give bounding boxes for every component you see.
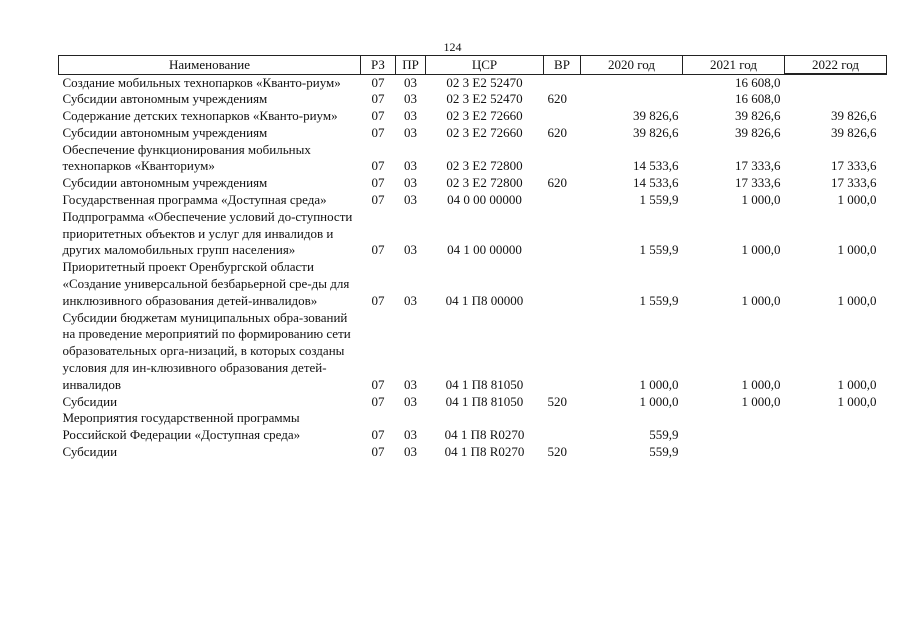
row-2020: 1 000,0 bbox=[639, 393, 679, 409]
row-2022: 1 000,0 bbox=[837, 292, 877, 308]
budget-table bbox=[58, 55, 887, 461]
table-row bbox=[59, 259, 887, 309]
row-2021: 17 333,6 bbox=[735, 158, 781, 174]
table-row bbox=[59, 175, 887, 192]
row-name: Субсидии автономным учреждениям bbox=[62, 175, 268, 191]
row-csr: 02 3 Е2 72660 bbox=[446, 108, 523, 124]
row-pr: 03 bbox=[404, 158, 417, 174]
table-row bbox=[59, 394, 887, 411]
row-pr: 03 bbox=[404, 376, 417, 392]
row-2022: 17 333,6 bbox=[831, 175, 877, 191]
row-2020: 1 559,9 bbox=[639, 292, 679, 308]
row-2021: 1 000,0 bbox=[741, 242, 781, 258]
row-2022 bbox=[785, 74, 887, 91]
row-vr bbox=[544, 410, 581, 444]
row-vr bbox=[544, 259, 581, 309]
row-vr: 620 bbox=[547, 124, 567, 140]
row-vr: 620 bbox=[547, 175, 567, 191]
row-pr: 03 bbox=[404, 108, 417, 124]
row-2022: 1 000,0 bbox=[837, 376, 877, 392]
row-2021: 39 826,6 bbox=[735, 124, 781, 140]
header-2020: 2020 год bbox=[581, 56, 683, 75]
row-2022: 17 333,6 bbox=[831, 158, 877, 174]
row-csr: 02 3 Е2 72660 bbox=[446, 124, 523, 140]
row-pr: 03 bbox=[404, 427, 417, 443]
row-name: Субсидии bbox=[62, 444, 118, 460]
table-row bbox=[59, 91, 887, 108]
row-name: Субсидии bbox=[62, 393, 118, 409]
row-rz: 07 bbox=[371, 393, 385, 409]
row-pr: 03 bbox=[404, 292, 417, 308]
table-row bbox=[59, 125, 887, 142]
header-name: Наименование bbox=[59, 56, 361, 75]
row-pr: 03 bbox=[404, 124, 417, 140]
table-row bbox=[59, 209, 887, 259]
row-name: Субсидии автономным учреждениям bbox=[62, 91, 268, 107]
row-rz: 07 bbox=[371, 108, 385, 124]
row-2020: 14 533,6 bbox=[633, 175, 679, 191]
row-2020: 39 826,6 bbox=[633, 108, 679, 124]
row-2021 bbox=[683, 410, 785, 444]
row-2021: 16 608,0 bbox=[735, 91, 781, 107]
row-vr bbox=[544, 142, 581, 176]
row-2021: 1 000,0 bbox=[741, 376, 781, 392]
header-vr: ВР bbox=[544, 56, 581, 75]
row-name: Обеспечение функционирования мобильных технопарков «Кванториум» bbox=[62, 141, 311, 174]
row-rz: 07 bbox=[371, 91, 385, 107]
row-2022: 1 000,0 bbox=[837, 393, 877, 409]
row-rz: 07 bbox=[371, 158, 385, 174]
header-2021: 2021 год bbox=[683, 56, 785, 75]
table-row bbox=[59, 108, 887, 125]
row-2020: 1 559,9 bbox=[639, 192, 679, 208]
row-2020: 559,9 bbox=[649, 444, 679, 460]
header-csr: ЦСР bbox=[426, 56, 544, 75]
row-vr bbox=[544, 192, 581, 209]
row-name: Содержание детских технопарков «Кванто-риум» bbox=[62, 108, 338, 124]
row-csr: 04 1 П8 R0270 bbox=[444, 444, 525, 460]
row-2021: 17 333,6 bbox=[735, 175, 781, 191]
row-name: Приоритетный проект Оренбургской области «Создание универсальной безбарьерной сре-ды для инклюзивного образования детей-инвалидов» bbox=[62, 259, 350, 308]
row-vr bbox=[544, 209, 581, 259]
header-pr: ПР bbox=[396, 56, 426, 75]
table-row bbox=[59, 74, 887, 91]
header-rz: РЗ bbox=[361, 56, 396, 75]
row-pr: 03 bbox=[404, 393, 417, 409]
row-2020: 1 000,0 bbox=[639, 376, 679, 392]
row-name: Мероприятия государственной программы Российской Федерации «Доступная среда» bbox=[62, 410, 301, 443]
row-csr: 02 3 Е2 52470 bbox=[446, 74, 523, 90]
table-row bbox=[59, 142, 887, 176]
row-csr: 04 0 00 00000 bbox=[447, 192, 522, 208]
row-name: Подпрограмма «Обеспечение условий до-ступности приоритетных объектов и услуг для инвалидов и других маломобильных групп населения» bbox=[62, 208, 353, 258]
row-2021: 16 608,0 bbox=[735, 74, 781, 90]
row-2020 bbox=[581, 91, 683, 108]
row-name: Субсидии бюджетам муниципальных обра-зований на проведение мероприятий по формированию сети образовательных орга-низаций, в которых созданы условия для ин-клюзивного образования детей-инвалидов bbox=[62, 309, 351, 392]
row-2020: 39 826,6 bbox=[633, 124, 679, 140]
header-2022: 2022 год bbox=[785, 56, 887, 75]
row-csr: 04 1 П8 00000 bbox=[445, 292, 524, 308]
row-name: Государственная программа «Доступная среда» bbox=[62, 192, 327, 208]
row-pr: 03 bbox=[404, 192, 417, 208]
row-rz: 07 bbox=[371, 292, 385, 308]
table-row bbox=[59, 444, 887, 461]
row-vr: 520 bbox=[547, 393, 567, 409]
row-2020: 14 533,6 bbox=[633, 158, 679, 174]
row-rz: 07 bbox=[371, 444, 385, 460]
row-2022: 1 000,0 bbox=[837, 192, 877, 208]
row-pr: 03 bbox=[404, 242, 417, 258]
row-2022: 1 000,0 bbox=[837, 242, 877, 258]
row-vr: 620 bbox=[547, 91, 567, 107]
row-rz: 07 bbox=[371, 376, 385, 392]
row-name: Субсидии автономным учреждениям bbox=[62, 124, 268, 140]
row-pr: 03 bbox=[404, 74, 417, 90]
row-2022: 39 826,6 bbox=[831, 108, 877, 124]
row-rz: 07 bbox=[371, 124, 385, 140]
row-csr: 04 1 П8 81050 bbox=[445, 393, 524, 409]
row-2022 bbox=[785, 410, 887, 444]
row-csr: 02 3 Е2 72800 bbox=[446, 158, 523, 174]
row-rz: 07 bbox=[371, 74, 385, 90]
table-row bbox=[59, 410, 887, 444]
row-2020: 559,9 bbox=[649, 427, 679, 443]
row-2020 bbox=[581, 74, 683, 91]
row-vr bbox=[544, 310, 581, 394]
row-vr bbox=[544, 108, 581, 125]
table-row bbox=[59, 310, 887, 394]
table-header-row bbox=[59, 56, 887, 75]
row-vr: 520 bbox=[547, 444, 567, 460]
row-rz: 07 bbox=[371, 192, 385, 208]
row-pr: 03 bbox=[404, 175, 417, 191]
row-csr: 04 1 00 00000 bbox=[447, 242, 522, 258]
row-2021: 1 000,0 bbox=[741, 192, 781, 208]
row-2021: 1 000,0 bbox=[741, 292, 781, 308]
row-csr: 04 1 П8 81050 bbox=[445, 376, 524, 392]
table-row bbox=[59, 192, 887, 209]
row-csr: 02 3 Е2 52470 bbox=[446, 91, 523, 107]
row-rz: 07 bbox=[371, 242, 385, 258]
row-2021 bbox=[683, 444, 785, 461]
row-2021: 1 000,0 bbox=[741, 393, 781, 409]
row-2022 bbox=[785, 91, 887, 108]
row-name: Создание мобильных технопарков «Кванто-риум» bbox=[62, 74, 341, 90]
row-pr: 03 bbox=[404, 91, 417, 107]
row-2020: 1 559,9 bbox=[639, 242, 679, 258]
row-csr: 02 3 Е2 72800 bbox=[446, 175, 523, 191]
row-pr: 03 bbox=[404, 444, 417, 460]
row-rz: 07 bbox=[371, 175, 385, 191]
row-2022 bbox=[785, 444, 887, 461]
row-csr: 04 1 П8 R0270 bbox=[444, 427, 525, 443]
row-rz: 07 bbox=[371, 427, 385, 443]
page-number: 124 bbox=[443, 40, 462, 54]
row-2021: 39 826,6 bbox=[735, 108, 781, 124]
row-vr bbox=[544, 74, 581, 91]
row-2022: 39 826,6 bbox=[831, 124, 877, 140]
